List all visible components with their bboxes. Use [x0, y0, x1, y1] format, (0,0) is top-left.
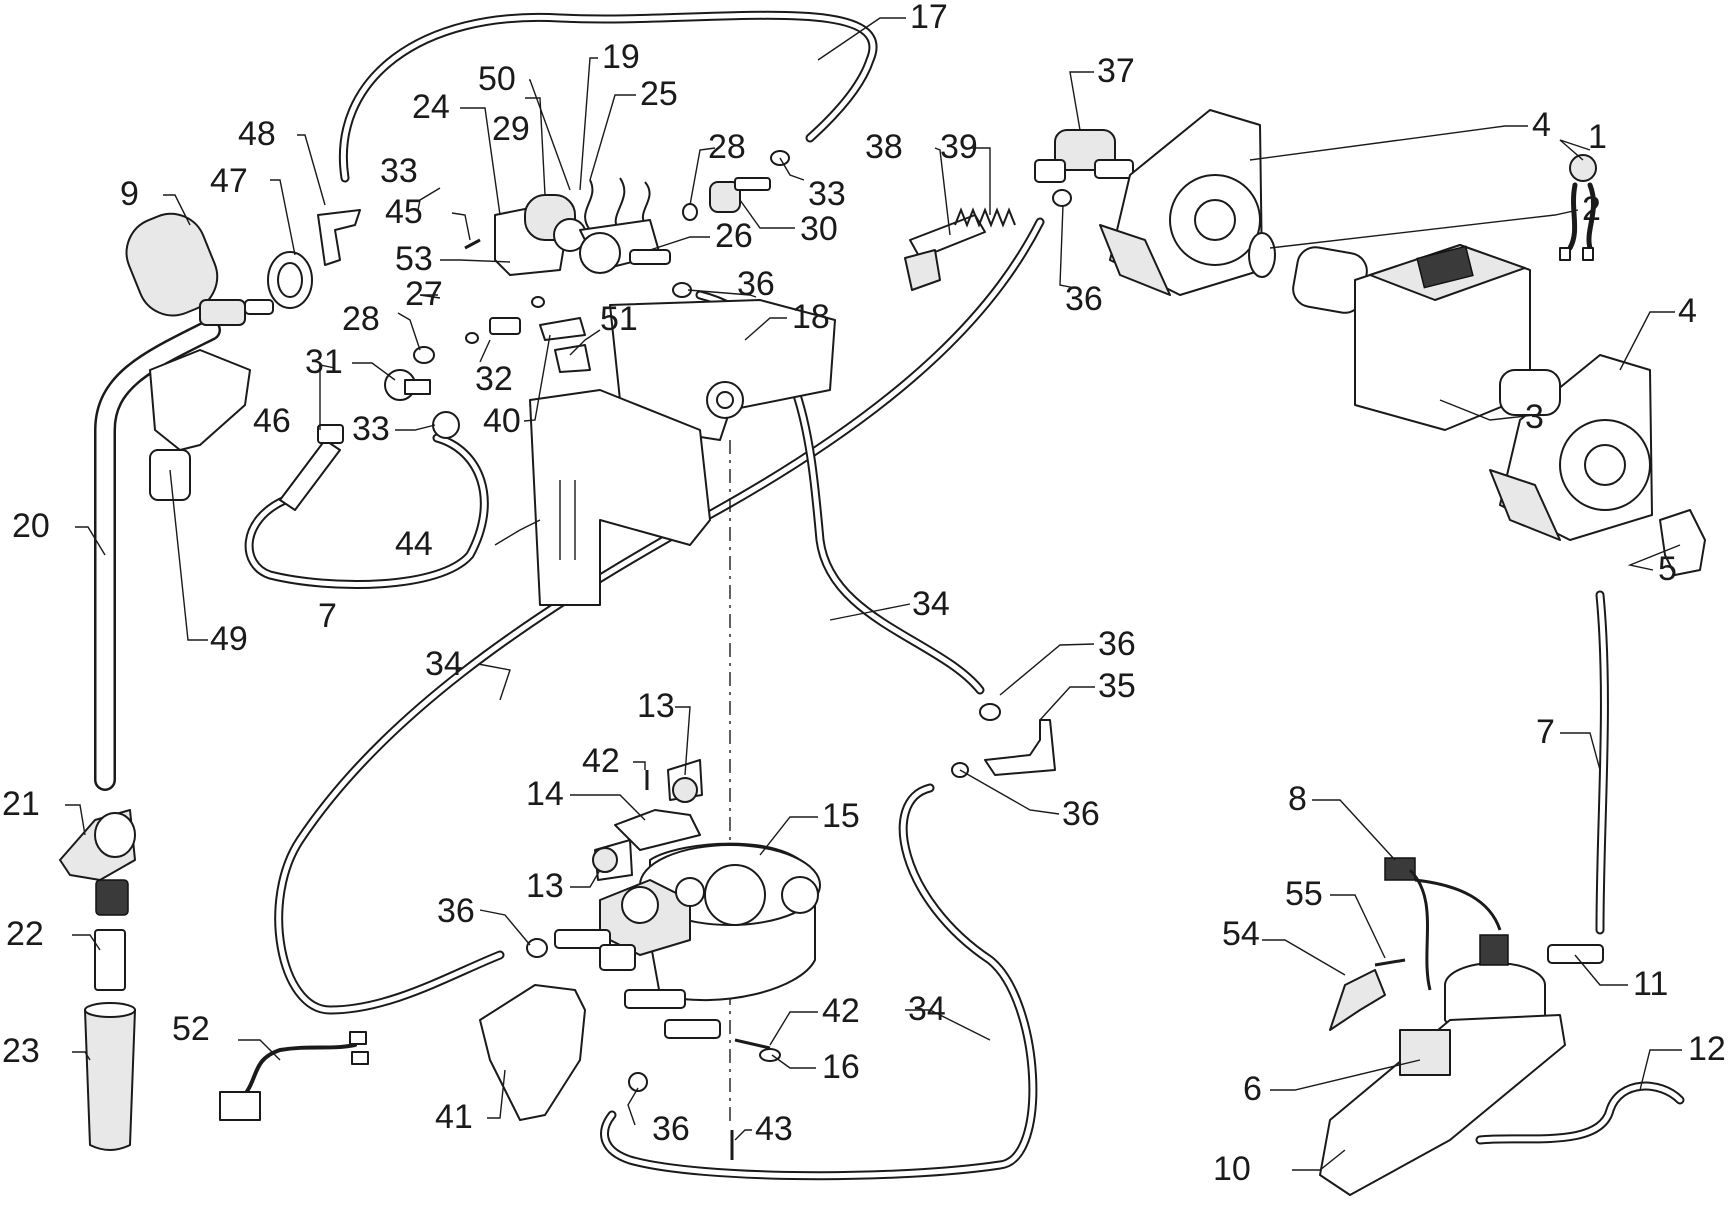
label-49: 49	[210, 620, 248, 658]
label-38: 38	[865, 128, 903, 166]
label-50: 50	[478, 60, 516, 98]
label-28-top: 28	[708, 128, 746, 166]
label-25: 25	[640, 75, 678, 113]
label-30: 30	[800, 210, 838, 248]
part-shapes	[60, 110, 1705, 1195]
label-54: 54	[1222, 915, 1260, 953]
cover-part-41	[480, 985, 585, 1120]
label-36-e: 36	[437, 892, 475, 930]
label-44: 44	[395, 525, 433, 563]
label-13-bottom: 13	[526, 867, 564, 905]
label-26: 26	[715, 217, 753, 255]
label-45: 45	[385, 193, 423, 231]
oring-part-2	[1249, 233, 1275, 277]
label-48: 48	[238, 115, 276, 153]
label-43: 43	[755, 1110, 793, 1148]
ring-part-33	[433, 412, 459, 438]
clip-part-48	[318, 210, 360, 265]
label-6: 6	[1243, 1070, 1262, 1108]
label-13-top: 13	[637, 687, 675, 725]
label-10: 10	[1213, 1150, 1251, 1188]
label-36-c: 36	[1065, 280, 1103, 318]
label-33-right: 33	[808, 175, 846, 213]
pump-part-3	[1290, 244, 1560, 430]
label-24: 24	[412, 88, 450, 126]
label-51: 51	[600, 300, 638, 338]
clip-part-51	[555, 345, 590, 372]
connector-part-8	[1385, 858, 1415, 880]
nozzle-part-46	[280, 440, 340, 510]
label-4-top: 4	[1532, 106, 1551, 144]
label-39: 39	[940, 128, 978, 166]
label-17: 17	[910, 0, 948, 36]
label-42-top: 42	[582, 742, 620, 780]
nozzle-holder-part-49	[150, 350, 250, 450]
frame-part-44	[530, 390, 710, 605]
label-4-right: 4	[1678, 292, 1697, 330]
label-12: 12	[1688, 1030, 1726, 1068]
clip-part-54	[1330, 970, 1385, 1030]
label-37: 37	[1097, 52, 1135, 90]
ring-part-36-boiler	[527, 939, 547, 957]
label-16: 16	[822, 1048, 860, 1086]
label-15: 15	[822, 797, 860, 835]
label-36-d: 36	[737, 265, 775, 303]
label-18: 18	[792, 298, 830, 336]
label-29: 29	[492, 110, 530, 148]
label-20: 20	[12, 507, 50, 545]
label-7-left: 7	[318, 597, 337, 635]
label-8: 8	[1288, 780, 1307, 818]
label-1: 1	[1588, 118, 1607, 156]
label-28-left: 28	[342, 300, 380, 338]
label-3: 3	[1525, 398, 1544, 436]
label-42-bottom: 42	[822, 992, 860, 1030]
tube-part-23	[85, 1010, 135, 1150]
label-31: 31	[305, 343, 343, 381]
label-36-f: 36	[652, 1110, 690, 1148]
label-34-left: 34	[425, 645, 463, 683]
label-32: 32	[475, 360, 513, 398]
oring-part-28	[414, 347, 434, 363]
label-36-a: 36	[1098, 625, 1136, 663]
label-47: 47	[210, 162, 248, 200]
label-34-middle: 34	[912, 585, 950, 623]
label-52: 52	[172, 1010, 210, 1048]
label-34-bottom: 34	[908, 990, 946, 1028]
label-7-right: 7	[1536, 713, 1555, 751]
rod-part-38	[910, 215, 985, 258]
label-40: 40	[483, 402, 521, 440]
label-27: 27	[405, 275, 443, 313]
label-41: 41	[435, 1098, 473, 1136]
boiler-part-15	[555, 844, 820, 1038]
valve-part-32	[490, 318, 520, 334]
label-14: 14	[526, 775, 564, 813]
label-53: 53	[395, 240, 433, 278]
label-33-left: 33	[352, 410, 390, 448]
label-11: 11	[1633, 965, 1669, 1003]
fuse-part-1	[1570, 155, 1596, 181]
label-2: 2	[1582, 190, 1601, 228]
fitting-part-35	[985, 720, 1055, 775]
label-part-6	[1400, 1030, 1450, 1075]
label-35: 35	[1098, 667, 1136, 705]
label-9: 9	[120, 175, 139, 213]
clip-part-40	[540, 318, 585, 340]
label-36-b: 36	[1062, 795, 1100, 833]
label-21: 21	[2, 785, 40, 823]
label-23: 23	[2, 1032, 40, 1070]
label-19: 19	[602, 38, 640, 76]
label-33-top: 33	[380, 152, 418, 190]
hoses	[105, 15, 1680, 1175]
label-22: 22	[6, 915, 44, 953]
sleeve-part-22	[95, 930, 125, 990]
label-46: 46	[253, 402, 291, 440]
label-5: 5	[1658, 550, 1677, 588]
label-55: 55	[1285, 875, 1323, 913]
